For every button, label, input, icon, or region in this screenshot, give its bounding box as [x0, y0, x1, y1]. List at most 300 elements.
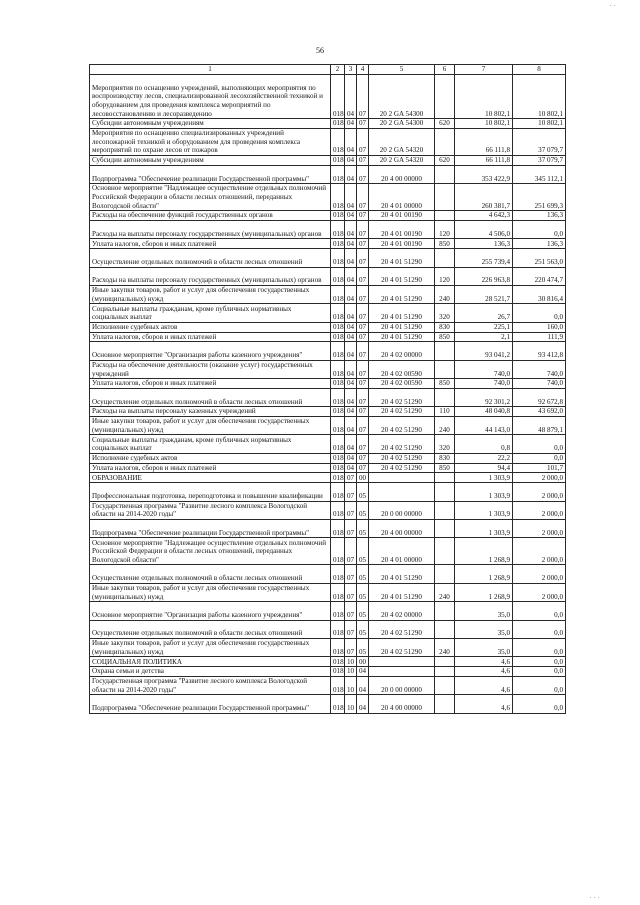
subsection-code-cell: 07	[357, 417, 369, 435]
row-name-cell: Социальные выплаты гражданам, кроме публичных нормативных социальных выплат	[90, 304, 331, 322]
row-name-cell: Осуществление отдельных полномочий в области лесных отношений	[90, 249, 331, 267]
target-article-cell: 20 4 01 00190	[369, 211, 435, 221]
section-code-cell: 04	[345, 304, 357, 322]
row-name-cell: Уплата налогов, сборов и иных платежей	[90, 379, 331, 389]
gr-code-cell: 018	[331, 435, 345, 453]
row-name-cell: Подпрограмма "Обеспечение реализации Государственной программы"	[90, 520, 331, 538]
section-code-cell: 04	[345, 453, 357, 463]
value-year1-cell: 10 802,1	[455, 75, 513, 119]
subsection-code-cell: 00	[357, 657, 369, 667]
value-year2-cell: 740,0	[513, 379, 566, 389]
table-row	[90, 249, 566, 267]
table-row	[90, 620, 566, 638]
section-code-cell: 04	[345, 184, 357, 211]
gr-code-cell: 018	[331, 473, 345, 483]
expense-type-cell	[435, 602, 455, 620]
subsection-code-cell: 07	[357, 249, 369, 267]
gr-code-cell: 018	[331, 583, 345, 601]
value-year2-cell: 160,0	[513, 322, 566, 332]
subsection-code-cell: 07	[357, 388, 369, 406]
table-row	[90, 388, 566, 406]
target-article-cell: 20 2 GA 54320	[369, 155, 435, 165]
section-code-cell: 04	[345, 211, 357, 221]
expense-type-cell	[435, 165, 455, 183]
row-name-cell: Иные закупки товаров, работ и услуг для обеспечения государственных (муниципальных) нужд	[90, 417, 331, 435]
value-year1-cell: 28 521,7	[455, 285, 513, 303]
table-row	[90, 417, 566, 435]
value-year2-cell: 740,0	[513, 360, 566, 378]
target-article-cell: 20 4 01 51290	[369, 332, 435, 342]
value-year1-cell: 1 268,9	[455, 565, 513, 583]
subsection-code-cell: 04	[357, 695, 369, 713]
subsection-code-cell: 05	[357, 538, 369, 565]
section-code-cell: 07	[345, 520, 357, 538]
subsection-code-cell: 07	[357, 360, 369, 378]
subsection-code-cell: 07	[357, 184, 369, 211]
gr-code-cell: 018	[331, 304, 345, 322]
row-name-cell: Основное мероприятие "Организация работы казенного учреждения"	[90, 342, 331, 360]
target-article-cell: 20 4 02 00000	[369, 602, 435, 620]
table-row	[90, 602, 566, 620]
section-code-cell: 10	[345, 667, 357, 677]
value-year2-cell: 0,0	[513, 695, 566, 713]
subsection-code-cell: 07	[357, 239, 369, 249]
header-cell: 5	[369, 65, 435, 75]
row-name-cell: Государственная программа "Развитие лесного комплекса Вологодской области на 2014-2020 годы"	[90, 501, 331, 519]
gr-code-cell: 018	[331, 75, 345, 119]
header-cell: 3	[345, 65, 357, 75]
value-year1-cell: 4,6	[455, 676, 513, 694]
value-year2-cell: 136,3	[513, 239, 566, 249]
header-cell: 6	[435, 65, 455, 75]
target-article-cell: 20 4 02 51290	[369, 407, 435, 417]
value-year2-cell: 92 672,8	[513, 388, 566, 406]
gr-code-cell: 018	[331, 483, 345, 501]
subsection-code-cell: 07	[357, 407, 369, 417]
table-row	[90, 304, 566, 322]
gr-code-cell: 018	[331, 332, 345, 342]
gr-code-cell: 018	[331, 463, 345, 473]
value-year1-cell: 66 111,8	[455, 128, 513, 155]
gr-code-cell: 018	[331, 407, 345, 417]
target-article-cell: 20 0 00 00000	[369, 676, 435, 694]
value-year1-cell: 4,6	[455, 695, 513, 713]
row-name-cell: Осуществление отдельных полномочий в области лесных отношений	[90, 388, 331, 406]
subsection-code-cell: 07	[357, 332, 369, 342]
gr-code-cell: 018	[331, 128, 345, 155]
expense-type-cell	[435, 676, 455, 694]
gr-code-cell: 018	[331, 565, 345, 583]
value-year2-cell: 251 699,3	[513, 184, 566, 211]
expense-type-cell: 320	[435, 435, 455, 453]
header-cell: 2	[331, 65, 345, 75]
value-year2-cell: 37 079,7	[513, 155, 566, 165]
expense-type-cell	[435, 667, 455, 677]
gr-code-cell: 018	[331, 165, 345, 183]
gr-code-cell: 018	[331, 239, 345, 249]
expense-type-cell: 830	[435, 322, 455, 332]
gr-code-cell: 018	[331, 501, 345, 519]
header-cell: 7	[455, 65, 513, 75]
gr-code-cell: 018	[331, 249, 345, 267]
section-code-cell: 07	[345, 473, 357, 483]
table-row	[90, 463, 566, 473]
value-year1-cell: 1 303,9	[455, 520, 513, 538]
section-code-cell: 04	[345, 435, 357, 453]
table-row	[90, 332, 566, 342]
expense-type-cell: 850	[435, 463, 455, 473]
value-year2-cell: 43 692,0	[513, 407, 566, 417]
gr-code-cell: 018	[331, 379, 345, 389]
table-row	[90, 667, 566, 677]
table-row	[90, 435, 566, 453]
value-year2-cell: 2 000,0	[513, 565, 566, 583]
table-row	[90, 657, 566, 667]
gr-code-cell: 018	[331, 620, 345, 638]
section-code-cell: 04	[345, 417, 357, 435]
subsection-code-cell: 07	[357, 342, 369, 360]
expense-type-cell: 240	[435, 583, 455, 601]
value-year1-cell: 44 143,0	[455, 417, 513, 435]
value-year2-cell: 0,0	[513, 620, 566, 638]
value-year1-cell: 92 301,2	[455, 388, 513, 406]
subsection-code-cell: 05	[357, 520, 369, 538]
value-year1-cell: 740,0	[455, 379, 513, 389]
expense-type-cell: 850	[435, 332, 455, 342]
row-name-cell: Государственная программа "Развитие лесного комплекса Вологодской области на 2014-2020 годы"	[90, 676, 331, 694]
expense-type-cell	[435, 657, 455, 667]
section-code-cell: 04	[345, 463, 357, 473]
table-row	[90, 565, 566, 583]
value-year2-cell: 93 412,8	[513, 342, 566, 360]
expense-type-cell	[435, 360, 455, 378]
expense-type-cell	[435, 473, 455, 483]
row-name-cell: Исполнение судебных актов	[90, 453, 331, 463]
expense-type-cell	[435, 128, 455, 155]
value-year2-cell: 0,0	[513, 304, 566, 322]
subsection-code-cell: 05	[357, 483, 369, 501]
target-article-cell: 20 4 00 00000	[369, 165, 435, 183]
section-code-cell: 07	[345, 565, 357, 583]
corner-mark-bottom: · · ·	[589, 894, 600, 902]
value-year1-cell: 226 963,8	[455, 267, 513, 285]
target-article-cell: 20 2 GA 54300	[369, 75, 435, 119]
gr-code-cell: 018	[331, 211, 345, 221]
subsection-code-cell: 04	[357, 667, 369, 677]
subsection-code-cell: 07	[357, 322, 369, 332]
table-row	[90, 165, 566, 183]
gr-code-cell: 018	[331, 417, 345, 435]
expense-type-cell	[435, 75, 455, 119]
gr-code-cell: 018	[331, 520, 345, 538]
expense-type-cell	[435, 211, 455, 221]
value-year1-cell: 0,8	[455, 435, 513, 453]
value-year2-cell: 48 879,1	[513, 417, 566, 435]
row-name-cell: Мероприятия по оснащению учреждений, выполняющих мероприятия по воспроизводству лесов, специализированной лесохозяйственной техникой и оборудованием для проведения комплекса мероприятий по лесовосстановлению и лесоразведению	[90, 75, 331, 119]
section-code-cell: 04	[345, 388, 357, 406]
subsection-code-cell: 07	[357, 453, 369, 463]
section-code-cell: 07	[345, 638, 357, 656]
gr-code-cell: 018	[331, 342, 345, 360]
table-row	[90, 220, 566, 238]
gr-code-cell: 018	[331, 285, 345, 303]
row-name-cell: Основное мероприятие "Надлежащее осуществление отдельных полномочий Российской Федерации в области лесных отношений, переданных Вологодской области"	[90, 184, 331, 211]
section-code-cell: 10	[345, 695, 357, 713]
value-year1-cell: 260 381,7	[455, 184, 513, 211]
section-code-cell: 04	[345, 128, 357, 155]
target-article-cell: 20 4 01 00000	[369, 538, 435, 565]
value-year1-cell: 93 041,2	[455, 342, 513, 360]
table-row	[90, 360, 566, 378]
page-number: 56	[316, 46, 324, 55]
table-row	[90, 520, 566, 538]
target-article-cell: 20 4 02 51290	[369, 388, 435, 406]
target-article-cell: 20 4 01 51290	[369, 285, 435, 303]
subsection-code-cell: 07	[357, 463, 369, 473]
value-year1-cell: 35,0	[455, 638, 513, 656]
header-cell: 8	[513, 65, 566, 75]
table-row	[90, 501, 566, 519]
target-article-cell: 20 4 01 51290	[369, 267, 435, 285]
row-name-cell: Охрана семьи и детства	[90, 667, 331, 677]
target-article-cell: 20 4 01 51290	[369, 304, 435, 322]
row-name-cell: Подпрограмма "Обеспечение реализации Государственной программы"	[90, 695, 331, 713]
row-name-cell: СОЦИАЛЬНАЯ ПОЛИТИКА	[90, 657, 331, 667]
row-name-cell: Исполнение судебных актов	[90, 322, 331, 332]
subsection-code-cell: 05	[357, 501, 369, 519]
value-year1-cell: 4 506,0	[455, 220, 513, 238]
value-year1-cell: 2,1	[455, 332, 513, 342]
value-year2-cell: 0,0	[513, 676, 566, 694]
gr-code-cell: 018	[331, 676, 345, 694]
section-code-cell: 04	[345, 360, 357, 378]
value-year2-cell: 2 000,0	[513, 538, 566, 565]
gr-code-cell: 018	[331, 453, 345, 463]
expense-type-cell: 620	[435, 119, 455, 129]
target-article-cell: 20 4 02 00000	[369, 342, 435, 360]
expense-type-cell	[435, 483, 455, 501]
subsection-code-cell: 07	[357, 211, 369, 221]
value-year1-cell: 4 642,3	[455, 211, 513, 221]
table-header-row	[90, 65, 566, 75]
expense-type-cell: 120	[435, 267, 455, 285]
value-year2-cell: 2 000,0	[513, 583, 566, 601]
gr-code-cell: 018	[331, 695, 345, 713]
gr-code-cell: 018	[331, 538, 345, 565]
target-article-cell: 20 4 01 51290	[369, 583, 435, 601]
value-year1-cell: 1 303,9	[455, 483, 513, 501]
value-year2-cell: 101,7	[513, 463, 566, 473]
expense-type-cell	[435, 342, 455, 360]
section-code-cell: 04	[345, 332, 357, 342]
value-year2-cell: 345 112,1	[513, 165, 566, 183]
gr-code-cell: 018	[331, 602, 345, 620]
target-article-cell: 20 0 00 00000	[369, 501, 435, 519]
value-year2-cell: 0,0	[513, 638, 566, 656]
gr-code-cell: 018	[331, 360, 345, 378]
target-article-cell: 20 2 GA 54320	[369, 128, 435, 155]
table-row	[90, 322, 566, 332]
subsection-code-cell: 07	[357, 220, 369, 238]
subsection-code-cell: 05	[357, 602, 369, 620]
value-year2-cell: 30 816,4	[513, 285, 566, 303]
row-name-cell: Субсидии автономным учреждениям	[90, 155, 331, 165]
value-year1-cell: 1 268,9	[455, 538, 513, 565]
row-name-cell: Профессиональная подготовка, переподготовка и повышение квалификации	[90, 483, 331, 501]
section-code-cell: 07	[345, 501, 357, 519]
subsection-code-cell: 07	[357, 304, 369, 322]
section-code-cell: 04	[345, 165, 357, 183]
row-name-cell: Социальные выплаты гражданам, кроме публичных нормативных социальных выплат	[90, 435, 331, 453]
value-year2-cell: 2 000,0	[513, 501, 566, 519]
row-name-cell: ОБРАЗОВАНИЕ	[90, 473, 331, 483]
subsection-code-cell: 05	[357, 638, 369, 656]
target-article-cell: 20 4 02 51290	[369, 463, 435, 473]
gr-code-cell: 018	[331, 388, 345, 406]
row-name-cell: Мероприятия по оснащению специализированных учреждений лесопожарной техникой и оборудованием для проведения комплекса мероприятий по охране лесов от пожаров	[90, 128, 331, 155]
header-cell: 1	[90, 65, 331, 75]
target-article-cell: 20 4 01 51290	[369, 322, 435, 332]
gr-code-cell: 018	[331, 638, 345, 656]
row-name-cell: Субсидии автономным учреждениям	[90, 119, 331, 129]
value-year1-cell: 66 111,8	[455, 155, 513, 165]
target-article-cell: 20 4 01 00190	[369, 220, 435, 238]
row-name-cell: Осуществление отдельных полномочий в области лесных отношений	[90, 565, 331, 583]
value-year1-cell: 26,7	[455, 304, 513, 322]
value-year2-cell: 0,0	[513, 657, 566, 667]
target-article-cell: 20 4 02 00590	[369, 360, 435, 378]
expense-type-cell: 620	[435, 155, 455, 165]
target-article-cell: 20 4 01 00190	[369, 239, 435, 249]
row-name-cell: Расходы на выплаты персоналу государственных (муниципальных) органов	[90, 220, 331, 238]
target-article-cell: 20 4 02 51290	[369, 453, 435, 463]
table-row	[90, 211, 566, 221]
target-article-cell: 20 4 02 51290	[369, 638, 435, 656]
row-name-cell: Уплата налогов, сборов и иных платежей	[90, 463, 331, 473]
subsection-code-cell: 05	[357, 583, 369, 601]
target-article-cell: 20 4 02 51290	[369, 435, 435, 453]
section-code-cell: 04	[345, 155, 357, 165]
subsection-code-cell: 05	[357, 620, 369, 638]
section-code-cell: 04	[345, 75, 357, 119]
header-cell: 4	[357, 65, 369, 75]
target-article-cell	[369, 473, 435, 483]
expense-type-cell: 240	[435, 638, 455, 656]
value-year2-cell: 111,9	[513, 332, 566, 342]
table-body	[90, 75, 566, 714]
section-code-cell: 04	[345, 239, 357, 249]
table-row	[90, 379, 566, 389]
subsection-code-cell: 07	[357, 119, 369, 129]
row-name-cell: Основное мероприятие "Организация работы казенного учреждения"	[90, 602, 331, 620]
row-name-cell: Расходы на обеспечение функций государственных органов	[90, 211, 331, 221]
value-year1-cell: 740,0	[455, 360, 513, 378]
value-year2-cell: 220 474,7	[513, 267, 566, 285]
section-code-cell: 07	[345, 483, 357, 501]
value-year2-cell: 2 000,0	[513, 520, 566, 538]
row-name-cell: Осуществление отдельных полномочий в области лесных отношений	[90, 620, 331, 638]
expense-type-cell: 320	[435, 304, 455, 322]
expense-type-cell: 240	[435, 417, 455, 435]
value-year2-cell: 2 000,0	[513, 483, 566, 501]
gr-code-cell: 018	[331, 267, 345, 285]
expense-type-cell	[435, 184, 455, 211]
target-article-cell	[369, 483, 435, 501]
subsection-code-cell: 07	[357, 165, 369, 183]
row-name-cell: Расходы на выплаты персоналу казенных учреждений	[90, 407, 331, 417]
table-row	[90, 184, 566, 211]
table-row	[90, 473, 566, 483]
expense-type-cell: 830	[435, 453, 455, 463]
value-year1-cell: 35,0	[455, 602, 513, 620]
target-article-cell: 20 4 02 51290	[369, 620, 435, 638]
target-article-cell: 20 4 01 51290	[369, 565, 435, 583]
row-name-cell: Расходы на выплаты персоналу государственных (муниципальных) органов	[90, 267, 331, 285]
value-year1-cell: 4,6	[455, 657, 513, 667]
subsection-code-cell: 07	[357, 285, 369, 303]
section-code-cell: 04	[345, 249, 357, 267]
section-code-cell: 07	[345, 583, 357, 601]
section-code-cell: 07	[345, 538, 357, 565]
table-row	[90, 407, 566, 417]
expense-type-cell: 850	[435, 379, 455, 389]
target-article-cell: 20 4 02 51290	[369, 417, 435, 435]
value-year2-cell: 0,0	[513, 220, 566, 238]
target-article-cell	[369, 667, 435, 677]
expense-type-cell: 850	[435, 239, 455, 249]
target-article-cell: 20 4 01 00000	[369, 184, 435, 211]
row-name-cell: Иные закупки товаров, работ и услуг для обеспечения государственных (муниципальных) нужд	[90, 638, 331, 656]
table-row	[90, 155, 566, 165]
table-row	[90, 119, 566, 129]
table-row	[90, 638, 566, 656]
value-year2-cell: 251 563,0	[513, 249, 566, 267]
table-row	[90, 538, 566, 565]
budget-table	[89, 64, 566, 714]
value-year2-cell: 136,3	[513, 211, 566, 221]
row-name-cell: Подпрограмма "Обеспечение реализации Государственной программы"	[90, 165, 331, 183]
expense-type-cell	[435, 249, 455, 267]
expense-type-cell: 110	[435, 407, 455, 417]
table-row	[90, 267, 566, 285]
table-row	[90, 285, 566, 303]
expense-type-cell: 120	[435, 220, 455, 238]
value-year2-cell: 0,0	[513, 453, 566, 463]
expense-type-cell	[435, 620, 455, 638]
table-row	[90, 128, 566, 155]
value-year2-cell: 10 802,1	[513, 119, 566, 129]
value-year1-cell: 22,2	[455, 453, 513, 463]
subsection-code-cell: 04	[357, 676, 369, 694]
subsection-code-cell: 00	[357, 473, 369, 483]
subsection-code-cell: 07	[357, 128, 369, 155]
subsection-code-cell: 07	[357, 379, 369, 389]
target-article-cell	[369, 657, 435, 667]
section-code-cell: 04	[345, 220, 357, 238]
table-row	[90, 676, 566, 694]
corner-mark-top: · ·	[609, 2, 616, 10]
expense-type-cell	[435, 388, 455, 406]
value-year1-cell: 94,4	[455, 463, 513, 473]
subsection-code-cell: 07	[357, 75, 369, 119]
section-code-cell: 07	[345, 620, 357, 638]
section-code-cell: 07	[345, 602, 357, 620]
subsection-code-cell: 07	[357, 155, 369, 165]
gr-code-cell: 018	[331, 322, 345, 332]
value-year1-cell: 4,6	[455, 667, 513, 677]
table-row	[90, 483, 566, 501]
table-row	[90, 75, 566, 119]
